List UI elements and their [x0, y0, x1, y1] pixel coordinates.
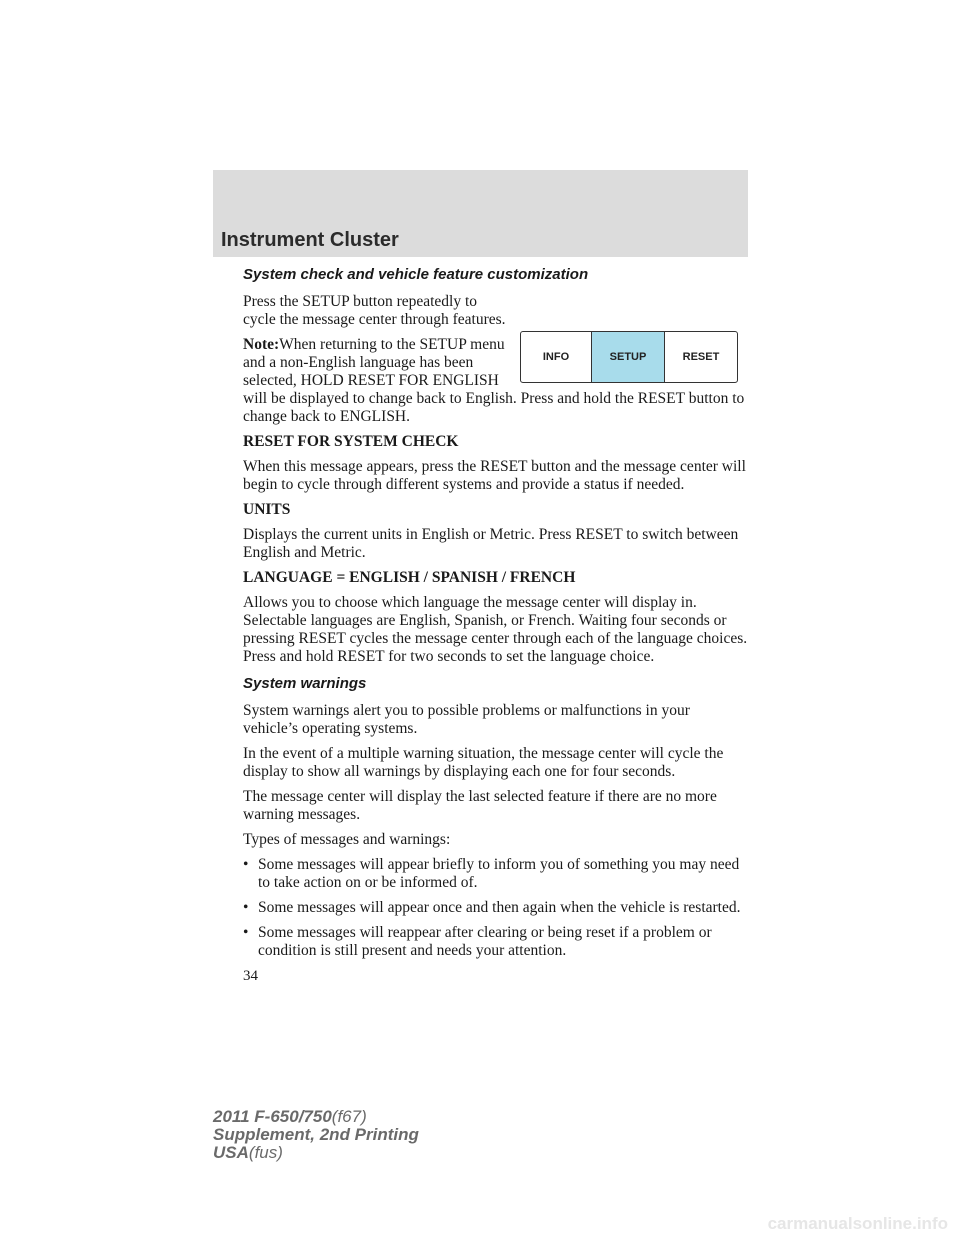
list-item: [243, 924, 748, 960]
control-buttons-diagram: [520, 331, 738, 383]
note-label: Note:: [243, 336, 280, 353]
footer-model-code: (f67): [331, 1107, 367, 1126]
bullet-icon: •: [243, 899, 249, 916]
item-text-reset-system-check: When this message appears, press the RESET button and the message center will begin to cycle through different systems and provide a status if needed.: [243, 458, 746, 493]
page-title: Instrument Cluster: [221, 229, 399, 251]
footer-print-info: [213, 1108, 419, 1162]
reset-button-illustration: RESET: [682, 351, 720, 363]
footer-printing: Supplement, 2nd Printing: [213, 1125, 419, 1144]
bullet-icon: •: [243, 924, 249, 941]
item-title-units: UNITS: [243, 501, 291, 518]
item-text-units: Displays the current units in English or Metric. Press RESET to switch between English and Metric.: [243, 526, 739, 561]
warning-types-list: [243, 856, 748, 960]
list-item-text: Some messages will appear once and then again when the vehicle is restarted.: [258, 899, 741, 916]
item-text-language: Allows you to choose which language the message center will display in. Selectable languages are English, Spanish, or French. Waiting four seconds or pressing RESET cycles the message center through each of the language choices. Press and hold RESET for two seconds to set the language choice.: [243, 594, 748, 665]
watermark: carmanualsonline.info: [767, 1214, 948, 1233]
page-content: [243, 266, 748, 967]
bullet-icon: •: [243, 856, 249, 873]
list-item: [243, 856, 748, 892]
item-title-reset-system-check: RESET FOR SYSTEM CHECK: [243, 433, 459, 450]
intro-paragraph: Press the SETUP button repeatedly to cycle the message center through features.: [243, 293, 506, 328]
footer-region-code: (fus): [248, 1143, 283, 1162]
info-button-illustration: INFO: [542, 351, 570, 363]
list-item-text: Some messages will appear briefly to inform you of something you may need to take action on or be informed of.: [258, 856, 740, 891]
section-heading-system-check: System check and vehicle feature customization: [243, 266, 589, 283]
section-heading-system-warnings: System warnings: [243, 675, 367, 692]
list-item: [243, 899, 748, 917]
footer-region: USA: [213, 1143, 249, 1162]
intro-block: [243, 293, 748, 433]
setup-button-illustration: SETUP: [591, 332, 665, 382]
warnings-paragraph: In the event of a multiple warning situation, the message center will cycle the display to show all warnings by displaying each one for four seconds.: [243, 745, 724, 780]
footer-model: 2011 F-650/750: [213, 1107, 332, 1126]
note-text: When returning to the SETUP menu and a non-English language has been selected, HOLD RESET FOR ENGLISH will be displayed to change back to English. Press and hold the RESET button to change back to ENGLISH.: [243, 336, 745, 425]
warnings-paragraph: The message center will display the last selected feature if there are no more warning messages.: [243, 788, 717, 823]
item-title-language: LANGUAGE = ENGLISH / SPANISH / FRENCH: [243, 569, 576, 586]
warnings-paragraph: Types of messages and warnings:: [243, 831, 451, 848]
page-number: 34: [243, 968, 258, 984]
list-item-text: Some messages will reappear after clearing or being reset if a problem or condition is still present and needs your attention.: [258, 924, 712, 959]
warnings-paragraph: System warnings alert you to possible problems or malfunctions in your vehicle’s operating systems.: [243, 702, 690, 737]
header-band: [213, 170, 748, 257]
